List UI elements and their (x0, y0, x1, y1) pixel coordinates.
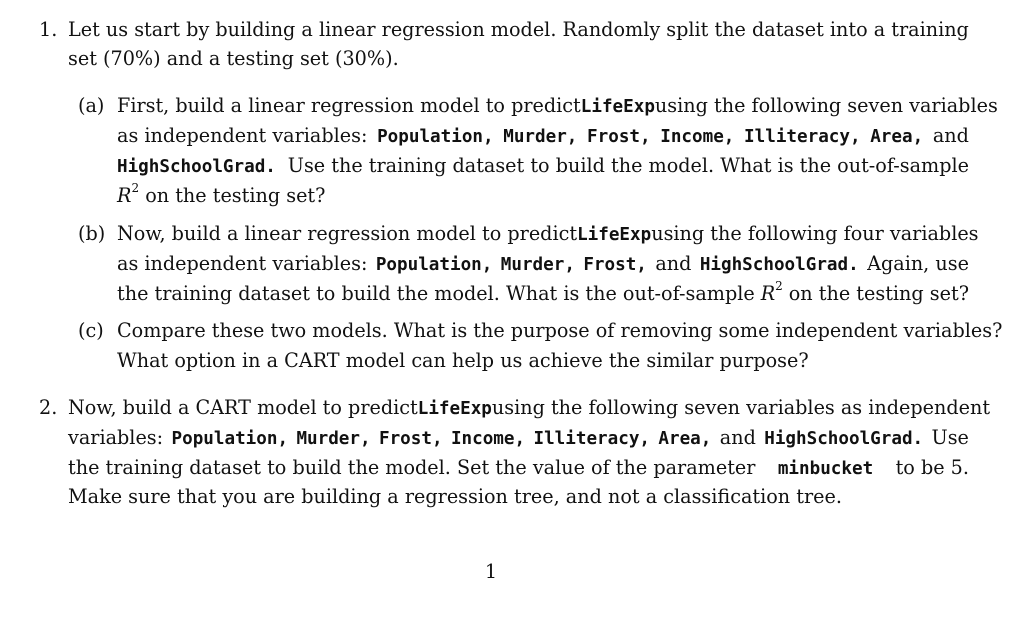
text-segment: using the following four variables (651, 222, 979, 245)
text-segment: variables: (68, 426, 164, 449)
word: and (932, 124, 969, 147)
word: start (134, 18, 181, 41)
code-minbucket: minbucket (777, 459, 874, 479)
text-segment: on the testing set? (145, 184, 326, 207)
q1b-line-3 (117, 279, 969, 309)
code-population: Population, (377, 127, 494, 147)
q1c-line-1 (78, 316, 1003, 346)
code-lifeexp: LifeExp (580, 97, 655, 117)
text-segment: Now, build a linear regression model to predict (117, 222, 578, 245)
word: building (215, 18, 296, 41)
text-segment: using the following seven variables as independent (491, 396, 991, 419)
q2-line-3 (68, 453, 969, 483)
code-income: Income, (660, 127, 735, 147)
word: a (301, 18, 313, 41)
page-number: 1 (484, 560, 498, 583)
q2-line-4: Make sure that you are building a regression tree, and not a classification tree. (68, 485, 842, 508)
text-segment: Again, use (867, 252, 969, 275)
code-illiteracy: Illiteracy, (744, 127, 861, 147)
q1a-label: (a) (78, 94, 105, 117)
q1-line-1 (39, 15, 969, 45)
q1b-label: (b) (78, 222, 106, 245)
q2-number: 2. (39, 396, 58, 419)
code-murder: Murder, (503, 127, 578, 147)
code-income: Income, (450, 429, 526, 449)
word: Let (68, 18, 100, 41)
code-murder: Murder, (296, 429, 371, 449)
q1a-line-3 (117, 151, 969, 181)
word: Randomly (562, 18, 661, 41)
text-segment: Now, build a CART model to predict (68, 396, 418, 419)
text-segment: Use (931, 426, 969, 449)
word: and (655, 252, 692, 275)
q1c-line-2: What option in a CART model can help us achieve the similar purpose? (117, 349, 809, 372)
code-frost: Frost, (587, 127, 651, 147)
r-symbol: R (760, 282, 776, 305)
code-lifeexp: LifeExp (577, 225, 652, 245)
code-illiteracy: Illiteracy, (533, 429, 651, 449)
word: a (873, 18, 886, 41)
text-segment: Compare these two models. What is the purpose of removing some independent variables? (117, 319, 1003, 342)
text-segment: on the testing set? (788, 282, 969, 305)
word: into (829, 18, 868, 41)
q1b-line-2 (117, 249, 969, 279)
code-highschoolgrad: HighSchoolGrad. (764, 429, 924, 449)
word: regression (381, 18, 485, 41)
text-segment: to be 5. (895, 456, 969, 479)
text-segment: the training dataset to build the model. Set the value of the parameter (68, 456, 756, 479)
code-murder: Murder, (500, 255, 575, 275)
code-population: Population, (375, 255, 493, 275)
q2-line-2 (68, 423, 969, 453)
text-segment: using the following seven variables (654, 94, 998, 117)
word: and (719, 426, 756, 449)
q1-number: 1. (39, 18, 58, 41)
word: linear (318, 18, 376, 41)
word: training (891, 18, 969, 41)
text-segment: the training dataset to build the model. What is the out-of-sample (117, 282, 755, 305)
code-highschoolgrad: HighSchoolGrad. (117, 157, 276, 177)
q1b-line-1 (78, 219, 979, 249)
superscript: 2 (131, 180, 140, 195)
text-segment: as independent variables: (117, 252, 368, 275)
text-segment: as independent variables: (117, 124, 368, 147)
word: model. (490, 18, 557, 41)
text-segment: First, build a linear regression model to predict (117, 94, 581, 117)
code-lifeexp: LifeExp (417, 399, 492, 419)
q1a-line-4 (117, 181, 325, 211)
q1a-line-1 (78, 91, 998, 121)
text-segment: Use the training dataset to build the model. What is the out-of-sample (287, 154, 969, 177)
word: the (714, 18, 746, 41)
word: us (105, 18, 129, 41)
code-frost: Frost, (583, 255, 647, 275)
code-highschoolgrad: HighSchoolGrad. (699, 255, 859, 275)
q1-line-2: set (70%) and a testing set (30%). (68, 47, 399, 70)
q2-line-1 (39, 393, 991, 423)
superscript: 2 (775, 278, 783, 293)
code-area: Area, (658, 429, 712, 449)
r-symbol: R (117, 184, 132, 207)
word: dataset (752, 18, 824, 41)
q1c-label: (c) (78, 319, 104, 342)
code-population: Population, (171, 429, 289, 449)
code-area: Area, (870, 127, 924, 147)
code-frost: Frost, (378, 429, 443, 449)
word: by (186, 18, 210, 41)
q1a-line-2 (117, 121, 969, 151)
word: split (666, 18, 709, 41)
